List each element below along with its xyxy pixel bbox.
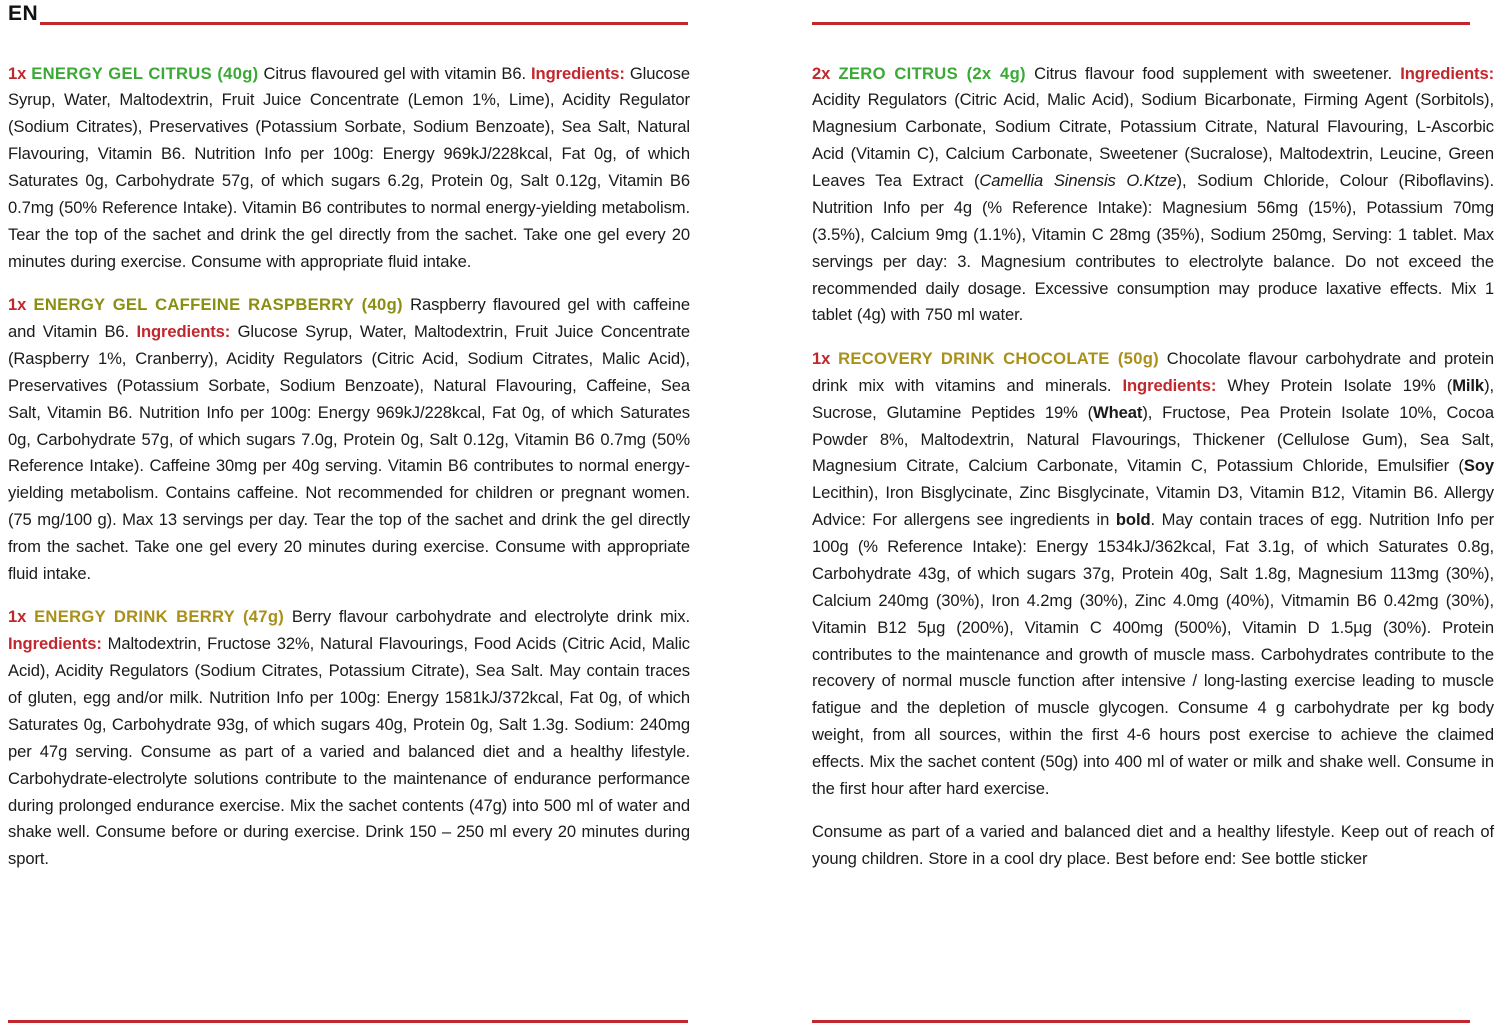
ingredients-label: Ingredients: [8,634,102,654]
ingredients-label: Ingredients: [1400,63,1494,83]
ingredients-segment-5: . May contain traces of egg. Nutrition Info per 100g (% Reference Intake): Energy 1534kJ/362kcal, Fat 3.1g, of which Saturates 0.8g, Carbohydrate 43g, of which sugars 37g, Protein 40g, Salt 1.8g, Magnesium 113mg (30%), Calcium 240mg (30%), Iron 4.2mg (30%), Zinc 4.0mg (40%), Vitmamin B6 0.42mg (30%), Vitamin B12 5µg (200%), Vitamin C 400mg (500%), Vitamin D 1.5µg (30%). Protein contributes to the maintenance and growth of muscle mass. Carbohydrates contribute to the recovery of normal muscle function after intensive / long-lasting exercise leading to muscle fatigue and the depletion of muscle glycogen. Consume 4 g carbohydrate per kg body weight, from all sources, within the first 4-6 hours post exercise to achieve the claimed effects. Mix the sachet content (50g) into 400 ml of water or milk and shake well. Consume in the first hour after hard exercise. [812,510,1494,798]
product-name: ENERGY GEL CITRUS (40g) [31,63,259,83]
product-intro: Citrus flavoured gel with vitamin B6. [258,63,532,83]
language-label: EN [8,2,39,25]
product-name: ENERGY DRINK BERRY (47g) [34,607,285,627]
allergen-milk: Milk [1452,375,1485,395]
ingredients-label: Ingredients: [136,322,231,342]
product-name: ZERO CITRUS (2x 4g) [838,63,1026,83]
product-block-zero-citrus [812,61,1494,330]
quantity-label: 1x [8,295,27,315]
ingredients-segment-2: ), Sucrose, Glutamine Peptides 19% ( [812,375,1494,422]
top-rule-left [40,22,688,25]
quantity-label: 1x [812,348,831,368]
product-block-energy-gel-caffeine-raspberry [8,292,690,588]
product-intro: Berry flavour carbohydrate and electrolyte drink mix. [284,607,690,627]
product-body-part-1: Acidity Regulators (Citric Acid, Malic Acid), Sodium Bicarbonate, Firming Agent (Sorbitols), Magnesium Carbonate, Sodium Citrate, Potassium Citrate, Natural Flavouring, L-Ascorbic Acid (Vitamin C), Calcium Carbonate, Sweetener (Sucralose), Maltodextrin, Leucine, Green Leaves Tea Extract ( [812,90,1494,191]
left-column [8,44,690,873]
product-body: Maltodextrin, Fructose 32%, Natural Flavourings, Food Acids (Citric Acid, Malic Acid), Acidity Regulators (Sodium Citrates, Potassium Citrate), Sea Salt. May contain traces of gluten, egg and/or milk. Nutrition Info per 100g: Energy 1581kJ/372kcal, Fat 0g, of which Saturates 0g, Carbohydrate 93g, of which sugars 40g, Protein 0g, Salt 1.3g. Sodium: 240mg per 47g serving. Consume as part of a varied and balanced diet and a healthy lifestyle. Carbohydrate-electrolyte solutions contribute to the maintenance of endurance performance during prolonged endurance exercise. Mix the sachet contents (47g) into 500 ml of water and shake well. Consume before or during exercise. Drink 150 – 250 ml every 20 minutes during sport. [8,634,690,869]
bottom-rule-left [8,1020,688,1023]
product-intro: Citrus flavour food supplement with sweetener. [1025,63,1401,83]
product-block-energy-drink-berry [8,604,690,873]
allergen-wheat: Wheat [1093,402,1143,422]
product-intro: Raspberry flavoured gel with caffeine and Vitamin B6. [8,295,690,342]
ingredients-segment-3: ), Fructose, Pea Protein Isolate 10%, Cocoa Powder 8%, Maltodextrin, Natural Flavourings, Thickener (Cellulose Gum), Sea Salt, Magnesium Citrate, Calcium Carbonate, Vitamin C, Potassium Chloride, Emulsifier ( [812,402,1494,476]
right-column [812,44,1494,873]
product-name: RECOVERY DRINK CHOCOLATE (50g) [838,348,1160,368]
product-block-recovery-drink-chocolate [812,346,1494,803]
product-block-energy-gel-citrus [8,61,690,276]
product-name: ENERGY GEL CAFFEINE RASPBERRY (40g) [33,295,403,315]
ingredients-segment-1: Whey Protein Isolate 19% ( [1216,375,1453,395]
ingredients-segment-4: Lecithin), Iron Bisglycinate, Zinc Bisglycinate, Vitamin D3, Vitamin B12, Vitamin B6. Allergy Advice: For allergens see ingredients in [812,483,1494,530]
allergen-soy: Soy [1463,456,1494,476]
product-body-part-2: ), Sodium Chloride, Colour (Riboflavins). Nutrition Info per 4g (% Reference Intake): Magnesium 56mg (15%), Potassium 70mg (3.5%), Calcium 9mg (1.1%), Vitamin C 28mg (35%), Sodium 250mg, Serving: 1 tablet. Max servings per day: 3. Magnesium contributes to electrolyte balance. Do not exceed the recommended daily dosage. Excessive consumption may produce laxative effects. Mix 1 tablet (4g) with 750 ml water. [812,171,1494,325]
product-body: Glucose Syrup, Water, Maltodextrin, Fruit Juice Concentrate (Lemon 1%, Lime), Acidity Regulator (Sodium Citrates), Preservatives (Potassium Sorbate, Sodium Benzoate), Sea Salt, Natural Flavouring, Vitamin B6. Nutrition Info per 100g: Energy 969kJ/228kcal, Fat 0g, of which Saturates 0g, Carbohydrate 57g, of which sugars 6.2g, Protein 0g, Salt 0.12g, Vitamin B6 0.7mg (50% Reference Intake). Vitamin B6 contributes to normal energy-yielding metabolism. Tear the top of the sachet and drink the gel directly from the sachet. Take one gel every 20 minutes during exercise. Consume with appropriate fluid intake. [8,63,690,271]
product-body: Glucose Syrup, Water, Maltodextrin, Fruit Juice Concentrate (Raspberry 1%, Cranberry), Acidity Regulators (Citric Acid, Sodium Citrates, Malic Acid), Preservatives (Potassium Sorbate, Sodium Benzoate), Natural Flavouring, Caffeine, Sea Salt, Vitamin B6. Nutrition Info per 100g: Energy 969kJ/228kcal, Fat 0g, of which Saturates 0g, Carbohydrate 57g, of which sugars 7.0g, Protein 0g, Salt 0.12g, Vitamin B6 0.7mg (50% Reference Intake). Caffeine 30mg per 40g serving. Vitamin B6 contributes to normal energy-yielding metabolism. Contains caffeine. Not recommended for children or pregnant women. (75 mg/100 g). Max 13 servings per day. Tear the top of the sachet and drink the gel directly from the sachet. Take one gel every 20 minutes during exercise. Consume with appropriate fluid intake. [8,322,690,583]
quantity-label: 1x [8,607,27,627]
quantity-label: 2x [812,63,831,83]
ingredients-label: Ingredients: [1122,375,1217,395]
product-intro: Chocolate flavour carbohydrate and protein drink mix with vitamins and minerals. [812,348,1494,395]
bold-emphasis: bold [1115,510,1151,530]
quantity-label: 1x [8,63,27,83]
bottom-rule-right [812,1020,1470,1023]
footer-note: Consume as part of a varied and balanced diet and a healthy lifestyle. Keep out of reach of young children. Store in a cool dry place. Best before end: See bottle sticker [812,822,1494,869]
botanical-name: Camellia Sinensis O.Ktze [979,171,1177,191]
top-rule-right [812,22,1470,25]
ingredients-label: Ingredients: [531,63,625,83]
